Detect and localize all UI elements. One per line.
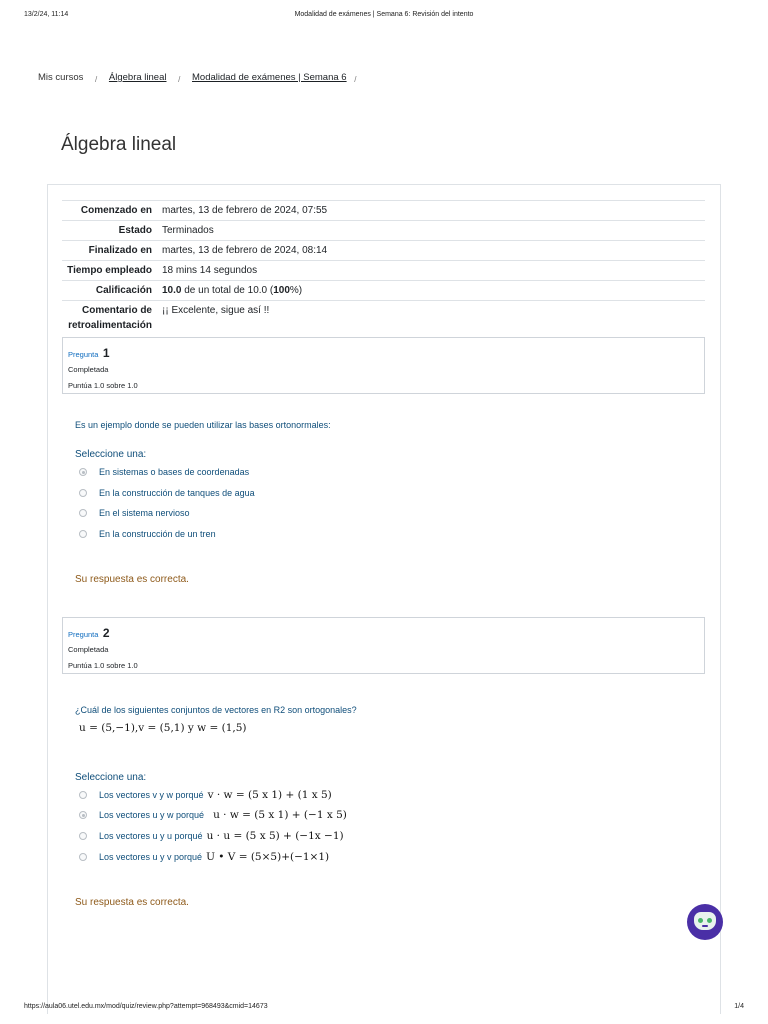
q1-option-1[interactable] (79, 465, 249, 479)
q2-option-3[interactable] (79, 829, 344, 843)
attempt-summary-table (62, 200, 705, 335)
grade-total: de un total de 10.0 ( (181, 285, 274, 296)
option-text: Los vectores u y w porqué (99, 810, 205, 820)
q1-option-4[interactable] (79, 527, 216, 541)
summary-label: Comenzado en (80, 205, 152, 216)
summary-value: 18 mins 14 segundos (162, 265, 258, 276)
radio[interactable] (79, 489, 87, 497)
question-number: 1 (102, 346, 110, 360)
question-1-text: Es un ejemplo donde se pueden utilizar las bases ortonormales: (75, 420, 331, 430)
breadcrumb-separator: / (354, 75, 357, 84)
option-text: Los vectores u y u porqué (99, 831, 203, 841)
question-1-info (62, 337, 705, 394)
summary-label: Calificación (95, 285, 152, 296)
summary-value: Terminados (162, 225, 214, 236)
question-label: Pregunta (68, 630, 99, 639)
question-2-feedback: Su respuesta es correcta. (75, 897, 189, 908)
select-one-label: Seleccione una: (75, 772, 147, 783)
quiz-review-region (47, 184, 721, 1014)
question-2-info (62, 617, 705, 674)
radio[interactable] (79, 853, 87, 861)
radio[interactable] (79, 509, 87, 517)
page-number: 1/4 (734, 1003, 744, 1010)
radio[interactable] (79, 832, 87, 840)
summary-row (62, 241, 705, 261)
option-math: u · u = (5 x 5) + (−1x −1) (206, 830, 344, 842)
summary-value (162, 281, 705, 301)
option-text: Los vectores v y w porqué (99, 790, 204, 800)
grade-value: 10.0 (162, 285, 182, 296)
summary-value: ¡¡ Excelente, sigue así !! (162, 305, 270, 316)
summary-label: Tiempo empleado (67, 265, 152, 276)
radio-selected[interactable] (79, 811, 87, 819)
question-state: Completada (68, 645, 109, 654)
print-date: 13/2/24, 11:14 (24, 11, 69, 18)
breadcrumb-separator: / (95, 75, 98, 84)
chatbot-face (694, 912, 716, 930)
select-one-label: Seleccione una: (75, 449, 147, 460)
question-2-text: ¿Cuál de los siguientes conjuntos de vectores en R2 son ortogonales? (75, 705, 357, 715)
question-2-formula: u = (5,−1),v = (5,1) y w = (1,5) (79, 722, 247, 734)
summary-row (62, 301, 705, 336)
print-title: Modalidad de exámenes | Semana 6: Revisión del intento (294, 11, 474, 18)
q1-option-2[interactable] (79, 486, 255, 500)
summary-label: Estado (118, 225, 152, 236)
page-url: https://aula06.utel.edu.mx/mod/quiz/review.php?attempt=968493&cmid=14673 (24, 1003, 268, 1010)
summary-value: martes, 13 de febrero de 2024, 08:14 (162, 245, 328, 256)
question-1-feedback: Su respuesta es correcta. (75, 574, 189, 585)
question-grade: Puntúa 1.0 sobre 1.0 (68, 381, 138, 390)
option-math: u · w = (5 x 1) + (−1 x 5) (213, 809, 347, 821)
question-state: Completada (68, 365, 109, 374)
breadcrumb (38, 72, 365, 83)
breadcrumb-course[interactable]: Álgebra lineal (108, 72, 167, 83)
grade-percent: 100 (273, 285, 290, 296)
print-header (24, 11, 744, 23)
option-text: Los vectores u y v porqué (99, 852, 203, 862)
radio[interactable] (79, 530, 87, 538)
summary-row (62, 201, 705, 221)
option-text: En el sistema nervioso (99, 508, 190, 518)
summary-label: Finalizado en (88, 245, 152, 256)
chatbot-eye (707, 918, 712, 923)
chatbot-mouth (702, 925, 708, 927)
summary-value: martes, 13 de febrero de 2024, 07:55 (162, 205, 328, 216)
chatbot-eye (698, 918, 703, 923)
question-label: Pregunta (68, 350, 99, 359)
option-math: v · w = (5 x 1) + (1 x 5) (207, 789, 332, 801)
radio[interactable] (79, 791, 87, 799)
radio-selected[interactable] (79, 468, 87, 476)
breadcrumb-quiz[interactable]: Modalidad de exámenes | Semana 6 (192, 72, 347, 83)
summary-row (62, 221, 705, 241)
q2-option-1[interactable] (79, 788, 332, 802)
option-text: En la construcción de un tren (99, 529, 216, 539)
grade-percent-suffix: %) (289, 285, 303, 296)
question-grade: Puntúa 1.0 sobre 1.0 (68, 661, 138, 670)
summary-label: Comentario de retroalimentación (68, 305, 152, 331)
option-text: En la construcción de tanques de agua (99, 488, 255, 498)
option-math: U • V = (5×5)+(−1×1) (206, 851, 330, 863)
question-number: 2 (102, 626, 110, 640)
q2-option-4[interactable] (79, 850, 329, 864)
summary-row (62, 261, 705, 281)
page-title: Álgebra lineal (61, 134, 177, 155)
breadcrumb-separator: / (178, 75, 181, 84)
chatbot-icon[interactable] (687, 904, 723, 940)
breadcrumb-my-courses[interactable]: Mis cursos (38, 72, 84, 83)
q1-option-3[interactable] (79, 506, 190, 520)
q2-option-2[interactable] (79, 808, 347, 822)
option-text: En sistemas o bases de coordenadas (99, 467, 250, 477)
summary-row (62, 281, 705, 301)
